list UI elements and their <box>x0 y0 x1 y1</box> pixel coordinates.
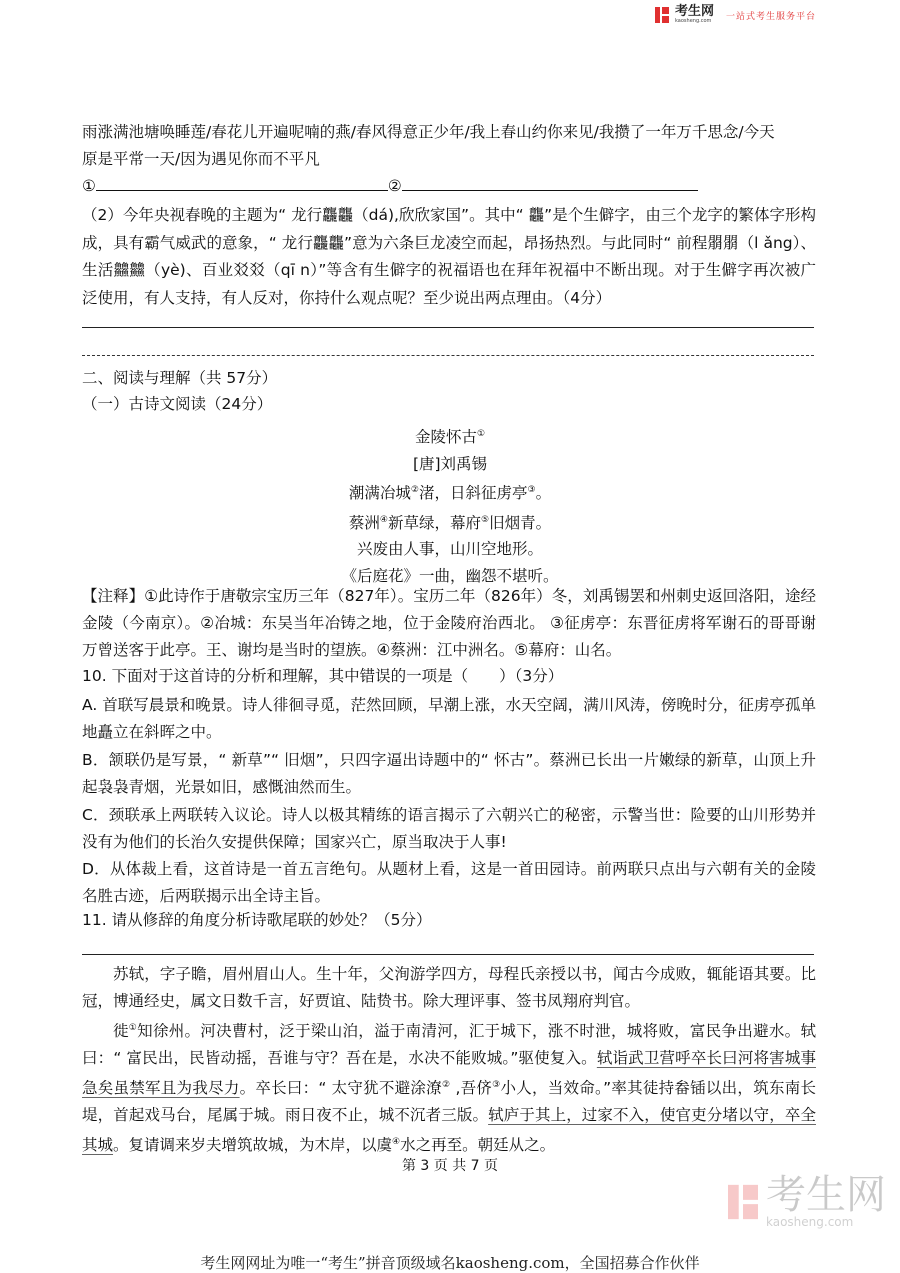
text: 水之再至。朝廷从之。 <box>400 1136 556 1155</box>
text: 新草绿，幕府 <box>387 513 481 532</box>
note-mark: ① <box>476 429 486 439</box>
q10-option-c: C．颈联承上两联转入议论。诗人以极其精练的语言揭示了六朝兴亡的秘密，示警当世：险要的山川形势并没有为他们的长治久安提供保障；国家兴亡，原当取决于人事! <box>82 806 816 851</box>
header-logo <box>655 6 816 24</box>
note-mark: ⑤ <box>481 514 490 525</box>
answer-line-dashed[interactable] <box>82 355 814 356</box>
text: 。复请调来岁夫增筑故城，为木岸，以虞 <box>113 1136 393 1155</box>
answer-blank-1[interactable] <box>96 174 388 191</box>
q1-blanks <box>82 173 816 200</box>
watermark-logo-icon <box>728 1181 758 1223</box>
note-mark: ③ <box>527 485 536 496</box>
blank-label-1: ① <box>82 177 96 195</box>
answer-line[interactable] <box>82 954 814 955</box>
text: ,吾侪 <box>450 1079 493 1098</box>
q2-question: （2）今年央视春晚的主题为“ 龙行龘龘（dá),欣欣家国”。其中“ 龘”是个生僻字，由三个龙字的繁体字形构成，具有霸气威武的意象，“ 龙行龘龘”意为六条巨龙凌空而起，昂扬热烈。与此同时“ 前程朤朤（l ǎng）、生活䲜䲜（yè)、百业㸚㸚（qī n）”等含有生僻字的祝福语也在拜年祝福中不断出现。对于生僻字再次被广泛使用，有人支持，有人反对，你持什么观点呢？至少说出两点理由。（4分） <box>82 206 816 307</box>
underlined-sentence-1: 轼诣武卫营呼卒长曰河将害城事急矣虽禁军且为我尽力 <box>82 1049 816 1098</box>
poem-title-text: 金陵怀古 <box>414 428 477 447</box>
q11-stem: 11. 请从修辞的角度分析诗歌尾联的妙处？（5分） <box>82 911 432 929</box>
text: 旧烟青。 <box>489 513 552 532</box>
q10-stem: 10. 下面对于这首诗的分析和理解，其中错误的一项是（ ）（3分） <box>82 667 564 685</box>
answer-blank-2[interactable] <box>402 174 698 191</box>
q10-option-a: A. 首联写晨景和晚景。诗人徘徊寻觅，茫然回顾，早潮上涨，水天空阔，满川风涛，傍晚时分，征虏亭孤单地矗立在斜晖之中。 <box>82 696 816 741</box>
passage-paragraph-2 <box>82 1015 816 1159</box>
q10-option-d: D．从体裁上看，这首诗是一首五言绝句。从题材上看，这是一首田园诗。前两联只点出与六朝有关的金陵名胜古迹，后两联揭示出全诗主旨。 <box>82 860 816 905</box>
note-mark: ① <box>128 1023 138 1033</box>
answer-line[interactable] <box>82 327 814 328</box>
q1-line2: 原是平常一天/因为遇见你而不平凡 <box>82 150 320 168</box>
poem <box>0 421 900 589</box>
q10-option-b: B．颔联仍是写景，“ 新草”“ 旧烟”，只四字逼出诗题中的“ 怀古”。蔡洲已长出一片嫩绿的新草，山顶上升起袅袅青烟，光景如旧，感慨油然而生。 <box>82 751 816 796</box>
note-mark: ④ <box>379 514 388 525</box>
underlined-sentence-2: 轼庐于其上，过家不入，使官吏分堵以守，卒全其城 <box>82 1106 816 1155</box>
logo-sub: kaosheng.com <box>675 18 712 24</box>
footer-notice: 考生网网址为唯一“考生”拼音顶级域名kaosheng.com，全国招募合作伙伴 <box>200 1254 700 1272</box>
text: 。 <box>535 484 552 503</box>
passage-paragraph-1: 苏轼，字子瞻，眉州眉山人。生十年，父洵游学四方，母程氏亲授以书，闻古今成败，辄能语其要。比冠，博通经史，属文日数千言，好贾谊、陆贽书。除大理评事、签书凤翔府判官。 <box>82 965 816 1010</box>
poem-line <box>0 477 900 507</box>
subsection-title: （一）古诗文阅读（24分） <box>82 395 273 413</box>
text: 渚，日斜征虏亭 <box>418 484 528 503</box>
page-number: 第 3 页 共 7 页 <box>401 1158 499 1174</box>
kaosheng-logo-icon <box>655 7 669 23</box>
watermark <box>728 1172 886 1229</box>
blank-label-2: ② <box>387 177 402 195</box>
q1-poem <box>82 119 816 200</box>
text: 徙 <box>113 1022 129 1041</box>
note-mark: ④ <box>392 1137 401 1148</box>
annotations: 【注释】①此诗作于唐敬宗宝历三年（827年）。宝历二年（826年）冬，刘禹锡罢和州刺史返回洛阳，途经金陵（今南京）。②冶城：东吴当年冶铸之地，位于金陵府治西北。 ③征虏亭：东晋征虏将军谢石的哥哥谢万曾送客于此亭。王、谢均是当时的望族。④蔡洲：江中洲名。⑤幕府：山名。 <box>82 587 816 659</box>
text: 知徐州。河决曹村，泛于梁山泊，溢于南清河，汇于城下，涨不时泄，城将败，富民争出避水。轼曰：“ 富民出，民皆动摇，吾谁与守？吾在是，水决不能败城。”驱使复入。 <box>82 1022 816 1068</box>
poem-line: 兴废由人事，山川空地形。 <box>356 540 543 559</box>
text: 蔡洲 <box>348 513 380 532</box>
note-mark: ② <box>441 1080 451 1091</box>
poem-line <box>0 507 900 537</box>
q1-line1: 雨涨满池塘唤睡莲/春花儿开遍呢喃的燕/春风得意正少年/我上春山约你来见/我攒了一年万千思念/今天 <box>82 123 775 141</box>
poem-title <box>0 421 900 451</box>
note-mark: ③ <box>492 1080 501 1091</box>
poem-author: [唐]刘禹锡 <box>412 454 488 473</box>
text: 。卒长曰：“ 太守犹不避涂潦 <box>239 1079 442 1098</box>
section-title: 二、阅读与理解（共 57分） <box>82 369 278 387</box>
text: 潮满冶城 <box>348 484 411 503</box>
text: 小人，当效命。”率其徒持畚锸以出，筑东南长堤，首起戏马台，尾属于城。雨日夜不止，城不沉者三版。 <box>82 1079 816 1125</box>
watermark-sub: kaosheng.com <box>766 1215 854 1229</box>
slogan: 一站式考生服务平台 <box>726 11 817 22</box>
note-mark: ② <box>410 485 419 496</box>
watermark-text: 考生网 <box>766 1172 886 1218</box>
poem-line: 《后庭花》一曲，幽怨不堪听。 <box>341 566 559 585</box>
logo-text: 考生网 <box>675 4 715 19</box>
